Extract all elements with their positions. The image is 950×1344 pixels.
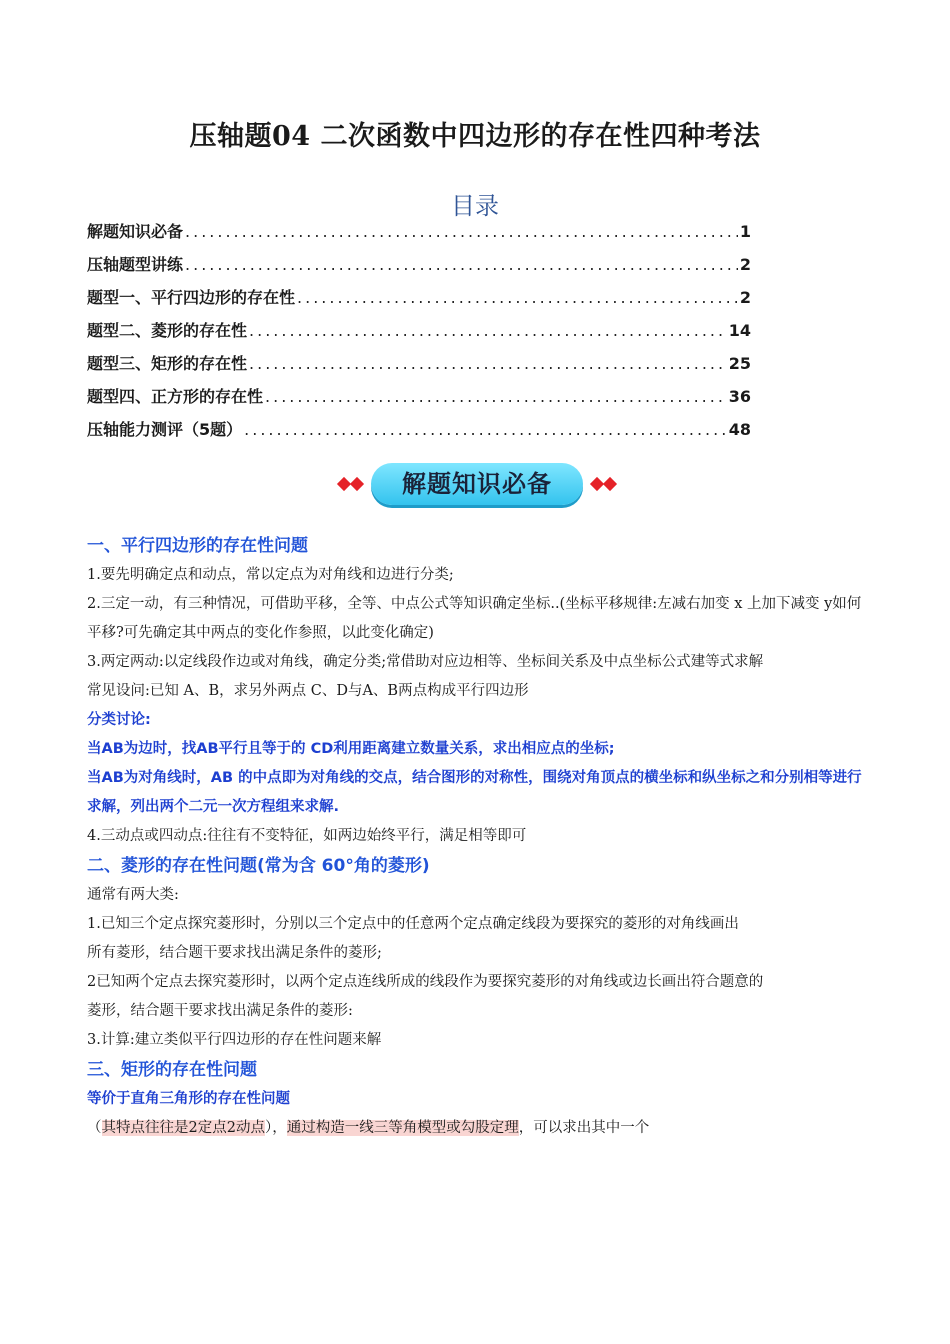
toc-entry-page: 14 [728, 321, 751, 340]
text-fragment: ，可以求出其中一个 [518, 1120, 650, 1136]
toc-entry[interactable] [87, 251, 751, 284]
toc-entry-label: 题型二、菱形的存在性 [87, 321, 248, 340]
toc-entry[interactable] [87, 350, 751, 383]
paragraph: 1.要先明确定点和动点，常以定点为对角线和边进行分类; [87, 567, 454, 583]
diamond-icon [350, 477, 364, 491]
classification-label: 分类讨论: [87, 712, 151, 728]
toc-entry-page: 2 [739, 255, 751, 274]
toc-entry[interactable] [87, 383, 751, 416]
toc-entry[interactable] [87, 218, 751, 251]
paragraph: 通常有两大类: [87, 887, 179, 903]
rectangle-equivalence-note: 等价于直角三角形的存在性问题 [87, 1091, 290, 1107]
paragraph: 3.两定两动:以定线段作边或对角线，确定分类;常借助对应边相等、坐标间关系及中点坐标公式建等式求解 [87, 654, 764, 670]
toc-entry-label: 题型三、矩形的存在性 [87, 354, 248, 373]
toc-leader-dots [244, 416, 727, 444]
toc-heading: 目录 [451, 192, 499, 220]
text-fragment: ）， [264, 1120, 287, 1136]
toc-leader-dots [249, 317, 727, 345]
paragraph: 4.三动点或四动点:往往有不变特征，如两边始终平行，满足相等即可 [87, 828, 527, 844]
table-of-contents [87, 218, 751, 449]
section-heading-rectangle: 三、矩形的存在性问题 [87, 1060, 257, 1080]
paragraph: 1.已知三个定点探究菱形时，分别以三个定点中的任意两个定点确定线段为要探究的菱形的对角线画出 [87, 916, 739, 932]
paragraph: 菱形，结合题干要求找出满足条件的菱形: [87, 1003, 353, 1019]
toc-entry-page: 25 [728, 354, 751, 373]
toc-entry-page: 2 [739, 288, 751, 307]
toc-leader-dots [185, 251, 738, 279]
paragraph: 3.计算:建立类似平行四边形的存在性问题来解 [87, 1032, 382, 1048]
highlight-text: 通过构造一线三等角模型或勾股定理 [286, 1120, 519, 1136]
paragraph: 常见设问:已知 A、B，求另外两点 C、D与A、B两点构成平行四边形 [87, 683, 529, 699]
toc-entry-page: 1 [739, 222, 751, 241]
highlight-text: 其特点往往是2定点2动点 [101, 1120, 265, 1136]
toc-entry[interactable] [87, 284, 751, 317]
toc-entry-label: 压轴能力测评（5题） [87, 420, 243, 439]
open-paren: （ [87, 1120, 102, 1136]
paragraph: 2已知两个定点去探究菱形时，以两个定点连线所成的线段作为要探究菱形的对角线或边长画出符合题意的 [87, 974, 764, 990]
toc-leader-dots [249, 350, 727, 378]
toc-entry-label: 题型四、正方形的存在性 [87, 387, 264, 406]
diamond-icon [603, 477, 617, 491]
toc-entry-label: 题型一、平行四边形的存在性 [87, 288, 296, 307]
toc-entry-page: 48 [728, 420, 751, 439]
toc-leader-dots [265, 383, 727, 411]
document-title: 压轴题04 二次函数中四边形的存在性四种考法 [189, 121, 761, 152]
toc-entry-label: 压轴题型讲练 [87, 255, 184, 274]
knowledge-content [87, 531, 867, 1143]
section-heading-parallelogram: 一、平行四边形的存在性问题 [87, 536, 308, 556]
toc-entry-page: 36 [728, 387, 751, 406]
section-banner [333, 459, 623, 511]
toc-leader-dots [297, 284, 738, 312]
toc-entry[interactable] [87, 317, 751, 350]
section-heading-rhombus: 二、菱形的存在性问题(常为含 60°角的菱形) [87, 856, 430, 876]
toc-leader-dots [185, 218, 738, 246]
paragraph: 2.三定一动，有三种情况，可借助平移，全等、中点公式等知识确定坐标..(坐标平移规律:左减右加变 x 上加下减变 y如何平移?可先确定其中两点的变化作参照，以此变化确定) [87, 596, 862, 641]
case-ab-side: 当AB为边时，找AB平行且等于的 CD利用距离建立数量关系，求出相应点的坐标; [87, 741, 615, 757]
toc-entry[interactable] [87, 416, 751, 449]
case-ab-diagonal: 当AB为对角线时，AB 的中点即为对角线的交点，结合图形的对称性，围绕对角顶点的横坐标和纵坐标之和分别相等进行求解，列出两个二元一次方程组来求解. [87, 770, 862, 815]
toc-entry-label: 解题知识必备 [87, 222, 184, 241]
paragraph-highlighted [87, 1114, 867, 1143]
banner-title: 解题知识必备 [402, 470, 552, 498]
paragraph: 所有菱形，结合题干要求找出满足条件的菱形; [87, 945, 382, 961]
